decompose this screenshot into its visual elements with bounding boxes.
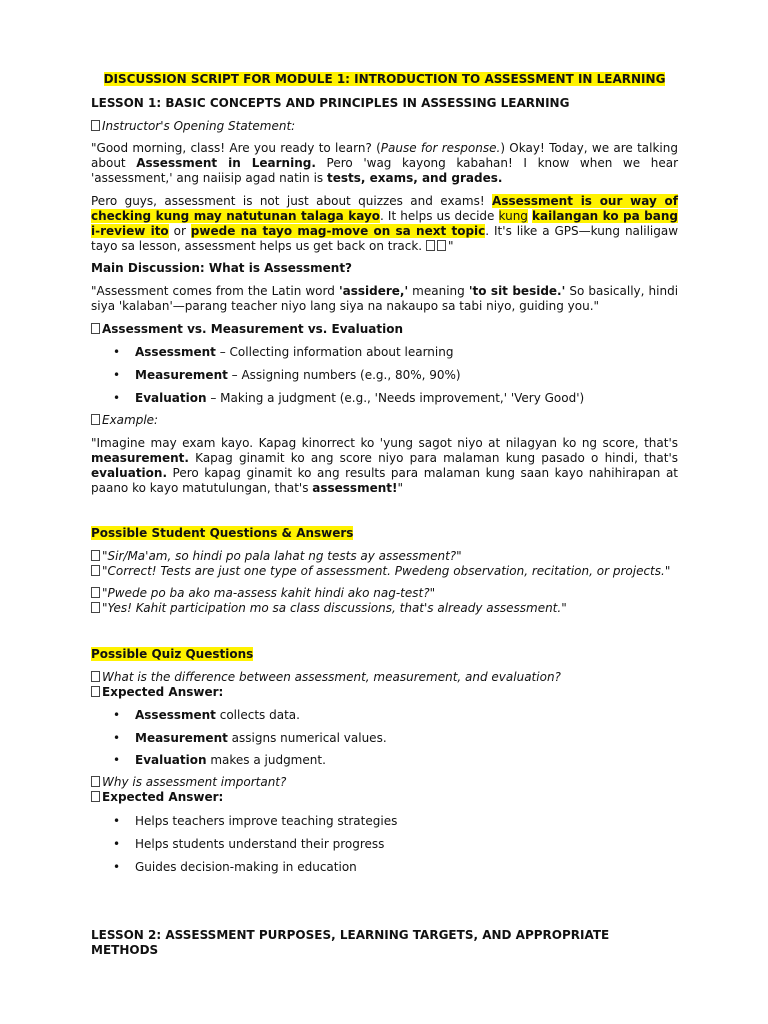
quiz-question: What is the difference between assessment, measurement, and evaluation? — [91, 670, 678, 685]
bullet-icon: • — [113, 837, 121, 851]
document-title: DISCUSSION SCRIPT FOR MODULE 1: INTRODUCTION TO ASSESSMENT IN LEARNING — [103, 72, 666, 86]
quiz-heading: Possible Quiz Questions — [91, 647, 254, 661]
instructor-answer: "Correct! Tests are just one type of assessment. Pwedeng observation, recitation, or projects." — [91, 564, 678, 579]
emoji-placeholder-icon — [426, 240, 435, 251]
bullet-icon: • — [113, 814, 121, 828]
emoji-placeholder-icon — [91, 323, 100, 334]
instructor-answer: "Yes! Kahit participation mo sa class discussions, that's already assessment." — [91, 601, 678, 616]
opening-paragraph: "Good morning, class! Are you ready to learn? (Pause for response.) Okay! Today, we are talking about Assessment in Learning. Pero 'wag kayong kabahan! I know when we hear 'assessment,' ang naiisip agad natin is tests, exams, and grades. — [91, 141, 678, 185]
emoji-placeholder-icon — [91, 587, 100, 598]
emoji-placeholder-icon — [91, 602, 100, 613]
bullet-icon: • — [113, 860, 121, 874]
opening-statement-label: Instructor's Opening Statement: — [91, 119, 678, 134]
latin-origin-paragraph: "Assessment comes from the Latin word 'assidere,' meaning 'to sit beside.' So basically, hindi siya 'kalaban'—parang teacher niyo lang siya na nakaupo sa tabi niyo, guiding you." — [91, 284, 679, 313]
bullet-icon: • — [113, 708, 121, 722]
emoji-placeholder-icon — [91, 791, 100, 802]
example-label: Example: — [91, 413, 678, 428]
student-question: "Sir/Ma'am, so hindi po pala lahat ng tests ay assessment?" — [91, 549, 678, 564]
example-paragraph: "Imagine may exam kayo. Kapag kinorrect ko 'yung sagot niyo at nilagyan ko ng score, that's measurement. Kapag ginamit ko ang score niyo para malaman kung pasado o hindi, that's evaluation. Pero kapag ginamit ko ang results para malaman kung saan kayo nahihirapan at paano ko kayo matutulungan, that's assessment!" — [91, 436, 678, 495]
lesson2-heading: LESSON 2: ASSESSMENT PURPOSES, LEARNING TARGETS, AND APPROPRIATE METHODS — [91, 928, 610, 957]
lesson1-heading: LESSON 1: BASIC CONCEPTS AND PRINCIPLES IN ASSESSING LEARNING — [91, 96, 570, 110]
emoji-placeholder-icon — [91, 414, 100, 425]
bullet-icon: • — [113, 391, 121, 405]
emoji-placeholder-icon — [91, 686, 100, 697]
bullet-icon: • — [113, 731, 121, 745]
bullet-icon: • — [113, 368, 121, 382]
student-question: "Pwede po ba ako ma-assess kahit hindi ako nag-test?" — [91, 586, 678, 601]
comparison-heading: Assessment vs. Measurement vs. Evaluation — [91, 322, 678, 337]
emoji-placeholder-icon — [91, 671, 100, 682]
student-qa-heading: Possible Student Questions & Answers — [91, 526, 354, 540]
emoji-placeholder-icon — [91, 565, 100, 576]
quiz-question: Why is assessment important? — [91, 775, 678, 790]
bullet-icon: • — [113, 345, 121, 359]
bullet-icon: • — [113, 753, 121, 767]
expected-answer-label: Expected Answer: — [91, 685, 678, 700]
assessment-purpose-paragraph: Pero guys, assessment is not just about quizzes and exams! Assessment is our way of checking kung may natutunan talaga kayo. It helps us decide kung kailangan ko pa bang i-review ito or pwede na tayo mag-move on sa next topic. It's like a GPS—kung naliligaw tayo sa lesson, assessment helps us get back on track. " — [91, 194, 679, 253]
expected-answer-label: Expected Answer: — [91, 790, 678, 805]
emoji-placeholder-icon — [91, 776, 100, 787]
emoji-placeholder-icon — [437, 240, 446, 251]
main-discussion-heading: Main Discussion: What is Assessment? — [91, 261, 353, 275]
emoji-placeholder-icon — [91, 550, 100, 561]
document-page: DISCUSSION SCRIPT FOR MODULE 1: INTRODUCTION TO ASSESSMENT IN LEARNING LESSON 1: BASIC CONCEPTS AND PRINCIPLES IN ASSESSING LEARNING Instructor's Opening Statement: "Good morning, class! Are you ready to learn? (Pause for response.) Okay! Today, we are talking about Assessment in Learning. Pero 'wag kayong kabahan! I know when we hear 'assessment,' ang naiisip agad natin is tests, exams, and grades. Pero guys, assessment is not just about quizzes and exams! Assessment is our way of checking kung may natutunan talaga kayo. It helps us decide kung kailangan ko pa bang i-review ito or pwede na tayo mag-move on sa next topic. It's like a GPS—kung naliligaw tayo sa lesson, assessment helps us get back on track. " Main Discussion: What is Assessment? "Assessment comes from the Latin word 'assidere,' meaning 'to sit beside.' So basically, hindi siya 'kalaban'—parang teacher niyo lang siya na nakaupo sa tabi niyo, guiding you." Assessment vs. Measurement vs. Evaluation • Assessment – Collecting information about learning • Measurement – Assigning numbers (e.g., 80%, 90%) • Evaluation – Making a judgment (e.g., 'Needs improvement,' 'Very Good') Example: "Imagine may exam kayo. Kapag kinorrect ko 'yung sagot niyo at nilagyan ko ng score, that's measurement. Kapag ginamit ko ang score niyo para malaman kung pasado o hindi, that's evaluation. Pero kapag ginamit ko ang results para malaman kung saan kayo nahihirapan at paano ko kayo matutulungan, that's assessment!" Possible Student Questions & Answers "Sir/Ma'am, so hindi po pala lahat ng tests ay assessment?" "Correct! Tests are just one type of assessment. Pwedeng observation, recitation, or projects." "Pwede po ba ako ma-assess kahit hindi ako nag-test?" "Yes! Kahit participation mo sa class discussions, that's already assessment." Possible Quiz Questions What is the difference between assessment, measurement, and evaluation? Expected Answer: • Assessment collects data. • Measurement assigns numerical values. • Evaluation makes a judgment. Why is assessment important? Expected Answer: • Helps teachers improve teaching strategies • Helps students understand their progress • Guides decision-making in education LESSON 2: ASSESSMENT PURPOSES, LEARNING TARGETS, AND APPROPRIATE METHODS — [91, 72, 679, 957]
emoji-placeholder-icon — [91, 120, 100, 131]
